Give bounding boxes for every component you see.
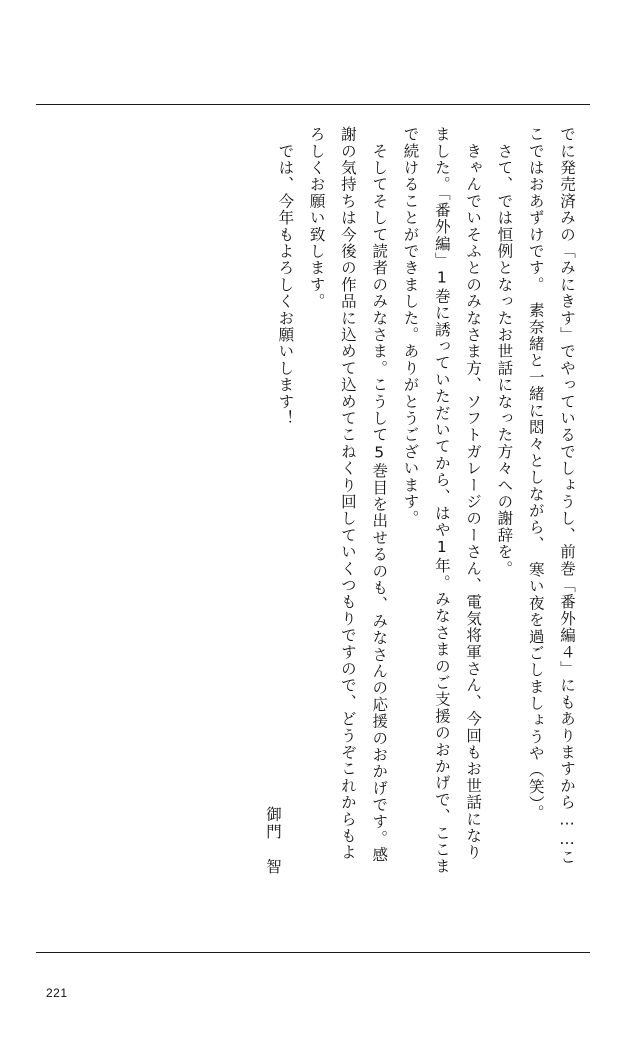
afterword-line: こではおあずけです。 素奈緒と一緒に悶々としながら、 寒い夜を過ごしましょうや（笑）。 <box>526 126 545 821</box>
afterword-line: さて、では恒例となったお世話になった方々への謝辞を。 <box>495 126 514 577</box>
afterword-line: ろしくお願い致します。 <box>307 126 326 310</box>
page-number: 221 <box>46 986 68 1000</box>
afterword-line: で続けることができました。ありがとうございます。 <box>401 126 420 527</box>
afterword-line: きゃんでいそふとのみなさま方、ソフトガレージのーさん、電気将軍さん、今回もお世話になり <box>464 126 483 861</box>
footer-rule <box>36 952 590 953</box>
afterword-line: ました。「番外編」1巻に誘っていただいてから、はや1年。みなさまのご支援のおかげで、ここま <box>432 126 451 875</box>
afterword-line: でに発売済みの「みにきす」でやっているでしょうし、前巻「番外編４」にもありますから……こ <box>558 126 576 866</box>
header-rule <box>36 104 590 105</box>
afterword-line: 謝の気持ちは今後の作品に込めて込めてこねくり回していくつもりですので、どうぞこれからもよ <box>338 126 357 861</box>
afterword-line: では、今年もよろしくお願いします！ <box>276 126 295 427</box>
author-signature: 御門 智 <box>264 806 282 876</box>
afterword-text <box>44 126 582 926</box>
afterword-line: そしてそして読者のみなさま。こうして5巻目を出せるのも、みなさんの応援のおかげです。感 <box>370 126 389 864</box>
